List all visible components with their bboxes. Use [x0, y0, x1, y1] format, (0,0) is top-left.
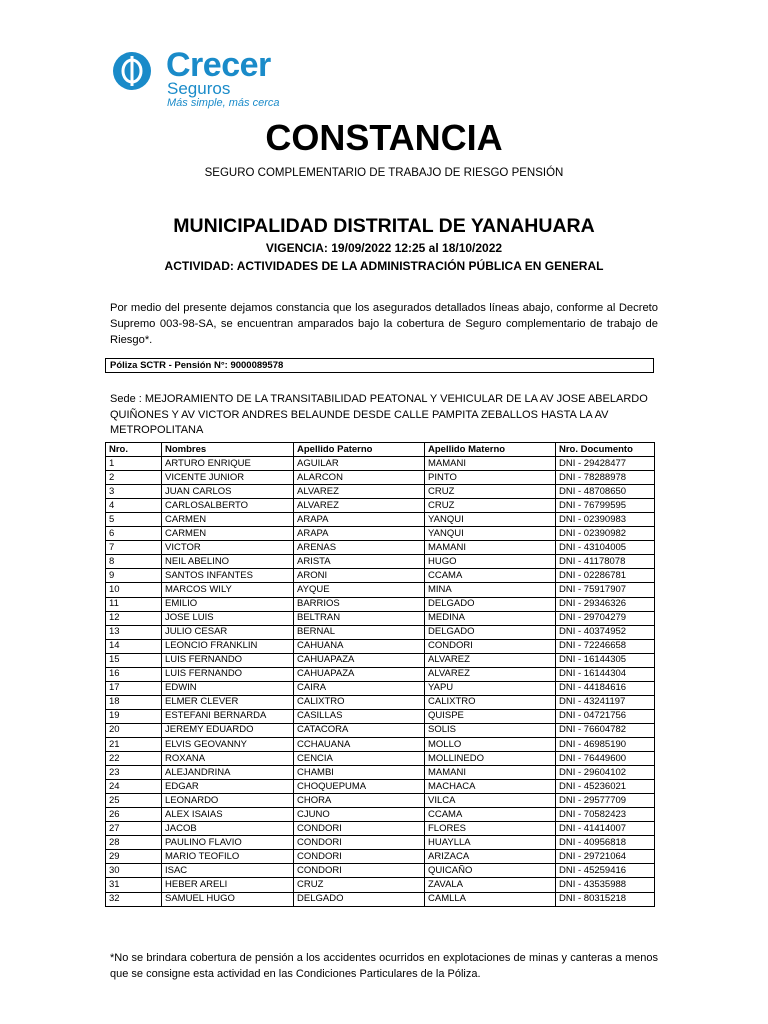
table-cell-nombres: SANTOS INFANTES [162, 569, 294, 583]
footnote: *No se brindara cobertura de pensión a los accidentes ocurridos en explotaciones de minas y canteras a menos que se consigne esta actividad en las Condiciones Particulares de la Póliza. [110, 952, 658, 980]
table-cell-nombres: MARCOS WILY [162, 583, 294, 597]
table-cell-documento: DNI - 72246658 [556, 639, 655, 653]
table-cell-documento: DNI - 16144304 [556, 667, 655, 681]
table-cell-nombres: ELMER CLEVER [162, 695, 294, 709]
sede-paragraph: Sede : MEJORAMIENTO DE LA TRANSITABILIDAD PEATONAL Y VEHICULAR DE LA AV JOSE ABELARDO QUIÑONES Y AV VICTOR ANDRES BELAUNDE DESDE CALLE PAMPITA ZEBALLOS HASTA LA AV METROPOLITANA [110, 393, 648, 436]
table-cell-nombres: ALEX ISAIAS [162, 808, 294, 822]
table-cell-nro: 20 [106, 723, 162, 737]
table-cell-nro: 10 [106, 583, 162, 597]
table-row [106, 681, 655, 695]
table-cell-apellido-materno: ALVAREZ [425, 653, 556, 667]
table-row [106, 583, 655, 597]
table-cell-documento: DNI - 16144305 [556, 653, 655, 667]
table-cell-apellido-paterno: CAHUAPAZA [294, 653, 425, 667]
table-cell-apellido-paterno: ALARCON [294, 471, 425, 485]
table-row [106, 878, 655, 892]
table-header-row [106, 443, 655, 457]
table-cell-documento: DNI - 29721064 [556, 850, 655, 864]
table-cell-nro: 26 [106, 808, 162, 822]
table-cell-nro: 9 [106, 569, 162, 583]
table-row [106, 485, 655, 499]
table-cell-documento: DNI - 04721756 [556, 709, 655, 723]
table-cell-nro: 19 [106, 709, 162, 723]
table-row [106, 611, 655, 625]
table-cell-apellido-paterno: ALVAREZ [294, 485, 425, 499]
table-row [106, 780, 655, 794]
table-cell-documento: DNI - 29704279 [556, 611, 655, 625]
table-row [106, 836, 655, 850]
table-cell-nro: 27 [106, 822, 162, 836]
table-cell-documento: DNI - 29604102 [556, 766, 655, 780]
table-cell-apellido-paterno: DELGADO [294, 892, 425, 906]
table-cell-documento: DNI - 45259416 [556, 864, 655, 878]
table-row [106, 457, 655, 471]
table-cell-nombres: ELVIS GEOVANNY [162, 737, 294, 751]
table-cell-apellido-materno: ARIZACA [425, 850, 556, 864]
table-cell-nro: 16 [106, 667, 162, 681]
table-header-apellido-materno: Apellido Materno [425, 443, 556, 457]
vigencia-line: VIGENCIA: 19/09/2022 12:25 al 18/10/2022 [265, 241, 503, 255]
table-cell-apellido-materno: DELGADO [425, 625, 556, 639]
table-header-documento: Nro. Documento [556, 443, 655, 457]
table-cell-apellido-paterno: BARRIOS [294, 597, 425, 611]
table-cell-apellido-paterno: CHOQUEPUMA [294, 780, 425, 794]
table-cell-documento: DNI - 29346326 [556, 597, 655, 611]
table-cell-nombres: JACOB [162, 822, 294, 836]
document-title: CONSTANCIA [265, 117, 503, 158]
table-cell-nombres: MARIO TEOFILO [162, 850, 294, 864]
table-cell-nro: 30 [106, 864, 162, 878]
table-cell-documento: DNI - 43241197 [556, 695, 655, 709]
table-cell-nro: 15 [106, 653, 162, 667]
table-row [106, 653, 655, 667]
table-cell-documento: DNI - 76604782 [556, 723, 655, 737]
table-cell-nombres: ISAC [162, 864, 294, 878]
table-cell-nro: 1 [106, 457, 162, 471]
table-cell-nro: 8 [106, 555, 162, 569]
table-cell-documento: DNI - 45236021 [556, 780, 655, 794]
table-cell-apellido-paterno: CATACORA [294, 723, 425, 737]
table-cell-nombres: LUIS FERNANDO [162, 653, 294, 667]
table-row [106, 892, 655, 906]
table-cell-apellido-materno: CALIXTRO [425, 695, 556, 709]
table-cell-nro: 31 [106, 878, 162, 892]
table-cell-apellido-materno: CCAMA [425, 808, 556, 822]
table-cell-nro: 23 [106, 766, 162, 780]
document-subtitle: SEGURO COMPLEMENTARIO DE TRABAJO DE RIESGO PENSIÓN [204, 167, 564, 179]
table-cell-documento: DNI - 46985190 [556, 737, 655, 751]
table-row [106, 625, 655, 639]
table-cell-apellido-materno: VILCA [425, 794, 556, 808]
actividad-line: ACTIVIDAD: ACTIVIDADES DE LA ADMINISTRACIÓN PÚBLICA EN GENERAL [164, 259, 604, 273]
table-cell-nombres: LEONCIO FRANKLIN [162, 639, 294, 653]
table-cell-apellido-paterno: ARISTA [294, 555, 425, 569]
table-cell-documento: DNI - 48708650 [556, 485, 655, 499]
table-cell-apellido-paterno: CONDORI [294, 850, 425, 864]
table-cell-apellido-paterno: BELTRAN [294, 611, 425, 625]
table-cell-apellido-paterno: CONDORI [294, 864, 425, 878]
table-row [106, 850, 655, 864]
table-cell-nro: 6 [106, 527, 162, 541]
table-cell-apellido-materno: MOLLO [425, 737, 556, 751]
table-cell-apellido-paterno: AGUILAR [294, 457, 425, 471]
table-cell-nro: 14 [106, 639, 162, 653]
table-cell-nro: 17 [106, 681, 162, 695]
table-cell-apellido-paterno: ARENAS [294, 541, 425, 555]
table-cell-nro: 7 [106, 541, 162, 555]
logo-name: Crecer [166, 46, 271, 84]
table-cell-nombres: HEBER ARELI [162, 878, 294, 892]
insured-table [105, 442, 655, 907]
table-cell-nombres: CARLOSALBERTO [162, 499, 294, 513]
table-cell-nombres: EDGAR [162, 780, 294, 794]
municipality-name: MUNICIPALIDAD DISTRITAL DE YANAHUARA [173, 215, 595, 237]
table-row [106, 499, 655, 513]
table-cell-nro: 12 [106, 611, 162, 625]
table-cell-nombres: ESTEFANI BERNARDA [162, 709, 294, 723]
table-cell-apellido-materno: ALVAREZ [425, 667, 556, 681]
table-cell-apellido-materno: MINA [425, 583, 556, 597]
table-row [106, 822, 655, 836]
table-cell-nombres: ARTURO ENRIQUE [162, 457, 294, 471]
table-cell-apellido-materno: QUICAÑO [425, 864, 556, 878]
table-cell-documento: DNI - 43535988 [556, 878, 655, 892]
table-cell-apellido-materno: YAPU [425, 681, 556, 695]
table-cell-apellido-paterno: CAHUANA [294, 639, 425, 653]
company-logo [112, 46, 312, 112]
table-cell-documento: DNI - 29577709 [556, 794, 655, 808]
table-cell-apellido-materno: MAMANI [425, 766, 556, 780]
table-cell-apellido-materno: QUISPE [425, 709, 556, 723]
table-row [106, 541, 655, 555]
table-cell-nro: 18 [106, 695, 162, 709]
logo-tagline: Más simple, más cerca [167, 97, 280, 109]
table-cell-apellido-paterno: CHORA [294, 794, 425, 808]
table-cell-documento: DNI - 40956818 [556, 836, 655, 850]
table-cell-apellido-paterno: ARAPA [294, 513, 425, 527]
table-cell-apellido-paterno: CAIRA [294, 681, 425, 695]
table-row [106, 864, 655, 878]
table-cell-nombres: PAULINO FLAVIO [162, 836, 294, 850]
table-cell-apellido-materno: MAMANI [425, 457, 556, 471]
table-cell-nro: 25 [106, 794, 162, 808]
table-cell-documento: DNI - 78288978 [556, 471, 655, 485]
table-header-nombres: Nombres [162, 443, 294, 457]
table-row [106, 471, 655, 485]
table-cell-nombres: ALEJANDRINA [162, 766, 294, 780]
table-row [106, 808, 655, 822]
table-cell-nombres: VICTOR [162, 541, 294, 555]
table-cell-nombres: LEONARDO [162, 794, 294, 808]
table-cell-apellido-paterno: CJUNO [294, 808, 425, 822]
table-cell-apellido-paterno: ALVAREZ [294, 499, 425, 513]
table-cell-nombres: JEREMY EDUARDO [162, 723, 294, 737]
table-cell-documento: DNI - 76449600 [556, 752, 655, 766]
table-cell-documento: DNI - 40374952 [556, 625, 655, 639]
intro-paragraph: Por medio del presente dejamos constancia que los asegurados detallados líneas abajo, conforme al Decreto Supremo 003-98-SA, se encuentran amparados bajo la cobertura de Seguro complementario de trabajo de Riesgo*. [110, 302, 658, 346]
table-cell-apellido-paterno: CONDORI [294, 822, 425, 836]
table-cell-documento: DNI - 80315218 [556, 892, 655, 906]
table-row [106, 794, 655, 808]
table-cell-nro: 22 [106, 752, 162, 766]
table-row [106, 723, 655, 737]
table-cell-nro: 24 [106, 780, 162, 794]
table-cell-nombres: SAMUEL HUGO [162, 892, 294, 906]
table-row [106, 695, 655, 709]
table-cell-nombres: VICENTE JUNIOR [162, 471, 294, 485]
table-cell-nombres: JULIO CESAR [162, 625, 294, 639]
table-cell-nro: 28 [106, 836, 162, 850]
table-cell-nombres: CARMEN [162, 527, 294, 541]
table-cell-nombres: JUAN CARLOS [162, 485, 294, 499]
table-cell-nombres: NEIL ABELINO [162, 555, 294, 569]
table-cell-apellido-paterno: CAHUAPAZA [294, 667, 425, 681]
table-cell-apellido-materno: YANQUI [425, 527, 556, 541]
table-cell-nombres: EMILIO [162, 597, 294, 611]
table-cell-nro: 4 [106, 499, 162, 513]
table-cell-apellido-materno: MOLLINEDO [425, 752, 556, 766]
table-cell-apellido-materno: CAMLLA [425, 892, 556, 906]
table-cell-nro: 29 [106, 850, 162, 864]
table-cell-apellido-materno: CRUZ [425, 499, 556, 513]
table-cell-documento: DNI - 75917907 [556, 583, 655, 597]
table-cell-apellido-materno: FLORES [425, 822, 556, 836]
table-cell-apellido-paterno: CALIXTRO [294, 695, 425, 709]
table-cell-apellido-materno: ZAVALA [425, 878, 556, 892]
table-cell-apellido-paterno: ARONI [294, 569, 425, 583]
table-cell-documento: DNI - 44184616 [556, 681, 655, 695]
table-cell-nro: 11 [106, 597, 162, 611]
table-cell-apellido-materno: CONDORI [425, 639, 556, 653]
table-cell-nro: 2 [106, 471, 162, 485]
table-cell-apellido-materno: YANQUI [425, 513, 556, 527]
table-header-nro: Nro. [106, 443, 162, 457]
table-cell-apellido-paterno: CHAMBI [294, 766, 425, 780]
table-cell-apellido-materno: CRUZ [425, 485, 556, 499]
table-cell-nombres: EDWIN [162, 681, 294, 695]
table-cell-apellido-materno: MEDINA [425, 611, 556, 625]
table-cell-nro: 5 [106, 513, 162, 527]
table-row [106, 667, 655, 681]
table-cell-documento: DNI - 70582423 [556, 808, 655, 822]
table-cell-nombres: CARMEN [162, 513, 294, 527]
table-cell-nombres: ROXANA [162, 752, 294, 766]
table-cell-apellido-materno: MAMANI [425, 541, 556, 555]
table-cell-apellido-materno: PINTO [425, 471, 556, 485]
table-cell-documento: DNI - 76799595 [556, 499, 655, 513]
policy-number-box: Póliza SCTR - Pensión N°: 9000089578 [105, 358, 654, 373]
table-cell-apellido-materno: DELGADO [425, 597, 556, 611]
table-cell-apellido-paterno: CONDORI [294, 836, 425, 850]
table-row [106, 752, 655, 766]
table-cell-nro: 21 [106, 737, 162, 751]
logo-subname: Seguros [167, 79, 231, 98]
table-row [106, 527, 655, 541]
table-cell-documento: DNI - 43104005 [556, 541, 655, 555]
table-cell-apellido-materno: HUGO [425, 555, 556, 569]
table-cell-apellido-paterno: AYQUE [294, 583, 425, 597]
table-row [106, 513, 655, 527]
table-header-apellido-paterno: Apellido Paterno [294, 443, 425, 457]
table-row [106, 569, 655, 583]
table-row [106, 639, 655, 653]
table-cell-apellido-materno: CCAMA [425, 569, 556, 583]
insured-table-body [106, 457, 655, 907]
crecer-logo-icon [112, 51, 152, 91]
table-cell-documento: DNI - 02390982 [556, 527, 655, 541]
table-cell-nro: 32 [106, 892, 162, 906]
table-cell-documento: DNI - 29428477 [556, 457, 655, 471]
table-cell-apellido-materno: SOLIS [425, 723, 556, 737]
table-row [106, 737, 655, 751]
table-cell-apellido-paterno: ARAPA [294, 527, 425, 541]
table-cell-nro: 13 [106, 625, 162, 639]
table-cell-nombres: LUIS FERNANDO [162, 667, 294, 681]
insured-table-header [106, 443, 655, 457]
table-cell-documento: DNI - 41178078 [556, 555, 655, 569]
table-cell-nombres: JOSE LUIS [162, 611, 294, 625]
table-cell-apellido-paterno: CRUZ [294, 878, 425, 892]
table-cell-documento: DNI - 41414007 [556, 822, 655, 836]
table-cell-documento: DNI - 02390983 [556, 513, 655, 527]
table-cell-apellido-paterno: CASILLAS [294, 709, 425, 723]
table-cell-apellido-materno: HUAYLLA [425, 836, 556, 850]
table-cell-apellido-paterno: CENCIA [294, 752, 425, 766]
table-cell-documento: DNI - 02286781 [556, 569, 655, 583]
table-cell-apellido-paterno: CCHAUANA [294, 737, 425, 751]
table-cell-nro: 3 [106, 485, 162, 499]
table-row [106, 597, 655, 611]
table-cell-apellido-paterno: BERNAL [294, 625, 425, 639]
table-row [106, 766, 655, 780]
table-cell-apellido-materno: MACHACA [425, 780, 556, 794]
table-row [106, 709, 655, 723]
table-row [106, 555, 655, 569]
